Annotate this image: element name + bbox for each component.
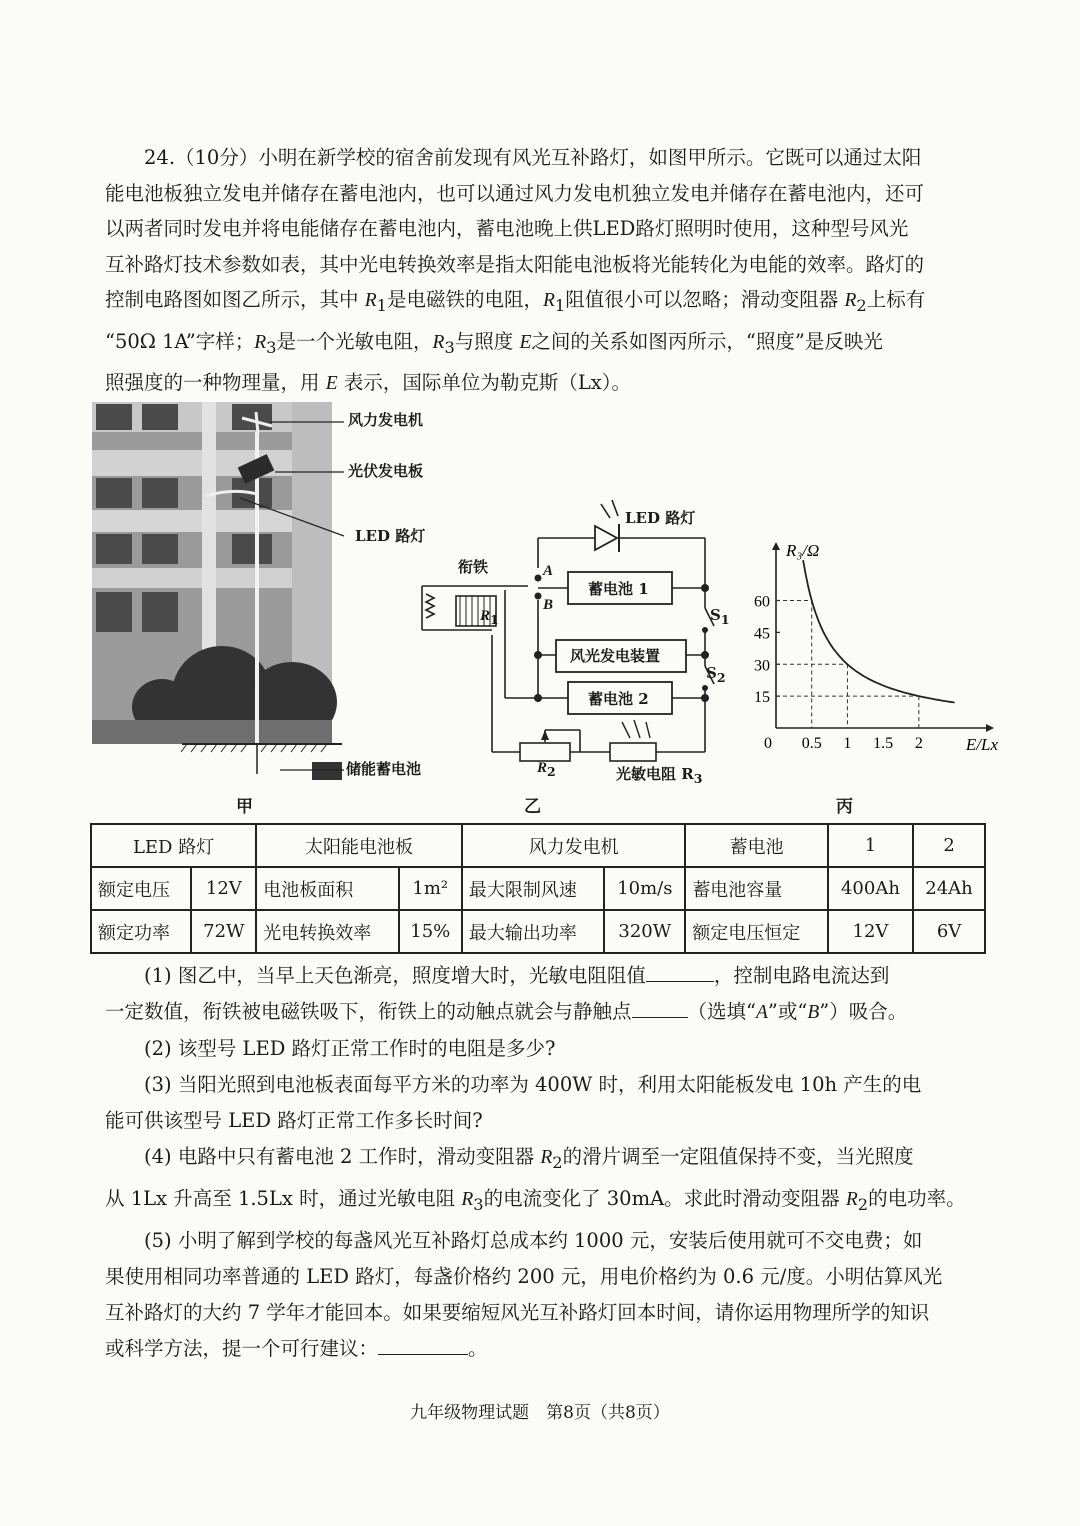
table-cell: 15% (399, 910, 462, 953)
y-axis-arrow (772, 542, 780, 550)
question-3-cont: 能可供该型号 LED 路灯正常工作多长时间? (105, 1109, 483, 1132)
question-1-cont: 一定数值，衔铁被电磁铁吸下，衔铁上的动触点就会与静触点 （选填“A”或“B”）吸合。 (105, 1000, 908, 1023)
table-cell: 12V (828, 910, 913, 953)
intro-line: 控制电路图如图乙所示，其中 $R_1$是电磁铁的电阻，$R_1$阻值很小可以忽略；滑动变阻器 $R_2$上标有 (105, 288, 926, 316)
label-contact-b: B (543, 597, 554, 613)
y-axis-label: R₃/Ω (786, 541, 820, 560)
question-2: (2) 该型号 LED 路灯正常工作时的电阻是多少? (144, 1037, 556, 1060)
label-r2: $R_2$ (537, 760, 556, 779)
label-r3: 光敏电阻 $R_3$ (616, 765, 703, 786)
question-5: (5) 小明了解到学校的每盏风光互补路灯总成本约 1000 元，安装后使用就可不交电费；如 (144, 1228, 923, 1252)
table-row (91, 824, 985, 867)
table-cell: 2 (913, 824, 985, 867)
question-3: (3) 当阳光照到电池板表面每平方米的功率为 400W 时，利用太阳能板发电 10h 产生的电 (144, 1073, 922, 1096)
label-storage-battery: 储能蓄电池 (346, 760, 422, 778)
table-cell: 72W (191, 910, 256, 953)
table-cell: 风力发电机 (462, 824, 685, 867)
question-5-cont: 互补路灯的大约 7 学年才能回本。如果要缩短风光互补路灯回本时间，请你运用物理所学的知识 (105, 1300, 930, 1324)
figure-bing-chart (740, 540, 1000, 770)
table-cell: 400Ah (828, 867, 913, 910)
answer-blank[interactable] (378, 1354, 468, 1355)
intro-line: 照强度的一种物理量，用 E 表示，国际单位为勒克斯（Lx）。 (105, 371, 632, 395)
x-tick-label: 1.5 (873, 735, 894, 752)
table-cell: 额定电压 (91, 867, 191, 910)
x-tick-label: 1 (843, 735, 852, 752)
x-tick-label: 2 (914, 735, 923, 752)
series-line-r3 (803, 560, 955, 702)
table-cell: 额定功率 (91, 910, 191, 953)
questions (105, 958, 975, 1367)
x-axis-label: E/Lx (965, 735, 998, 754)
table-cell: 最大输出功率 (462, 910, 605, 953)
caption-bing: 丙 (836, 797, 853, 817)
table-cell: 6V (913, 910, 985, 953)
figure-yi-circuit (410, 490, 730, 790)
table-cell: 光电转换效率 (256, 910, 399, 953)
y-tick-label: 30 (754, 657, 770, 675)
answer-blank[interactable] (646, 981, 714, 982)
x-tick-label: 0.5 (801, 735, 822, 752)
table-row (91, 910, 985, 953)
label-r1: $R_1$ (480, 608, 499, 627)
question-4-cont: 从 1Lx 升高至 1.5Lx 时，通过光敏电阻 $R_3$的电流变化了 30mA。求此时滑动变阻器 $R_2$的电功率。 (105, 1186, 966, 1214)
x-axis-arrow (986, 724, 994, 732)
intro-line: 24.（10分）小明在新学校的宿舍前发现有风光互补路灯，如图甲所示。它既可以通过太阳 (144, 146, 922, 169)
caption-yi: 乙 (524, 797, 541, 817)
table-cell: 蓄电池 (685, 824, 828, 867)
table-cell: 10m/s (604, 867, 685, 910)
label-battery-2: 蓄电池 2 (588, 690, 649, 708)
intro-line: 互补路灯技术参数如表，其中光电转换效率是指太阳能电池板将光能转化为电能的效率。路灯的 (105, 252, 925, 276)
intro-line: 能电池板独立发电并储存在蓄电池内，也可以通过风力发电机独立发电并储存在蓄电池内，还可 (105, 181, 925, 205)
question-5-cont: 或科学方法，提一个可行建议： 。 (105, 1336, 488, 1360)
label-armature: 衔铁 (458, 558, 489, 576)
table-cell: 24Ah (913, 867, 985, 910)
question-1: (1) 图乙中，当早上天色渐亮，照度增大时，光敏电阻阻值 ，控制电路电流达到 (144, 964, 890, 987)
label-contact-a: A (543, 563, 554, 579)
x-tick-label: 0 (764, 735, 772, 752)
y-tick-label: 45 (754, 625, 770, 643)
y-tick-label: 60 (754, 593, 770, 611)
caption-jia: 甲 (236, 797, 253, 817)
table-cell: 1m² (399, 867, 462, 910)
table-cell: 320W (604, 910, 685, 953)
label-led: LED 路灯 (625, 509, 696, 527)
label-wind-generator: 风力发电机 (348, 411, 424, 429)
intro-line: 以两者同时发电并将电能储存在蓄电池内，蓄电池晚上供LED路灯照明时使用，这种型号风光 (105, 217, 909, 241)
table-cell: 额定电压恒定 (685, 910, 828, 953)
label-pv-panel: 光伏发电板 (348, 462, 424, 480)
table-cell: 太阳能电池板 (256, 824, 462, 867)
intro-paragraph (105, 140, 975, 402)
question-4: (4) 电路中只有蓄电池 2 工作时，滑动变阻器 $R_2$的滑片调至一定阻值保持不变，当光照度 (144, 1145, 914, 1172)
label-switch-s1: $S_1$ (710, 606, 730, 627)
label-switch-s2: $S_2$ (706, 664, 726, 685)
intro-line: “50Ω 1A”字样；$R_3$是一个光敏电阻，$R_3$与照度 E之间的关系如图丙所示，“照度”是反映光 (105, 329, 883, 357)
table-cell: 电池板面积 (256, 867, 399, 910)
parameter-table (90, 823, 986, 954)
y-tick-label: 15 (754, 689, 770, 707)
table-row (91, 867, 985, 910)
table-cell: 12V (191, 867, 256, 910)
table-cell: LED 路灯 (91, 824, 256, 867)
label-led-lamp: LED 路灯 (355, 527, 426, 545)
label-battery-1: 蓄电池 1 (588, 580, 649, 598)
question-5-cont: 果使用相同功率普通的 LED 路灯，每盏价格约 200 元，用电价格约为 0.6 元/度。小明估算风光 (105, 1264, 943, 1288)
table-cell: 蓄电池容量 (685, 867, 828, 910)
table-cell: 1 (828, 824, 913, 867)
label-wind-solar-device: 风光发电装置 (570, 647, 661, 665)
page-footer: 九年级物理试题 第8页（共8页） (410, 1403, 670, 1423)
figure-jia-leaders (240, 410, 350, 780)
table-cell: 最大限制风速 (462, 867, 605, 910)
answer-blank[interactable] (632, 1017, 688, 1018)
